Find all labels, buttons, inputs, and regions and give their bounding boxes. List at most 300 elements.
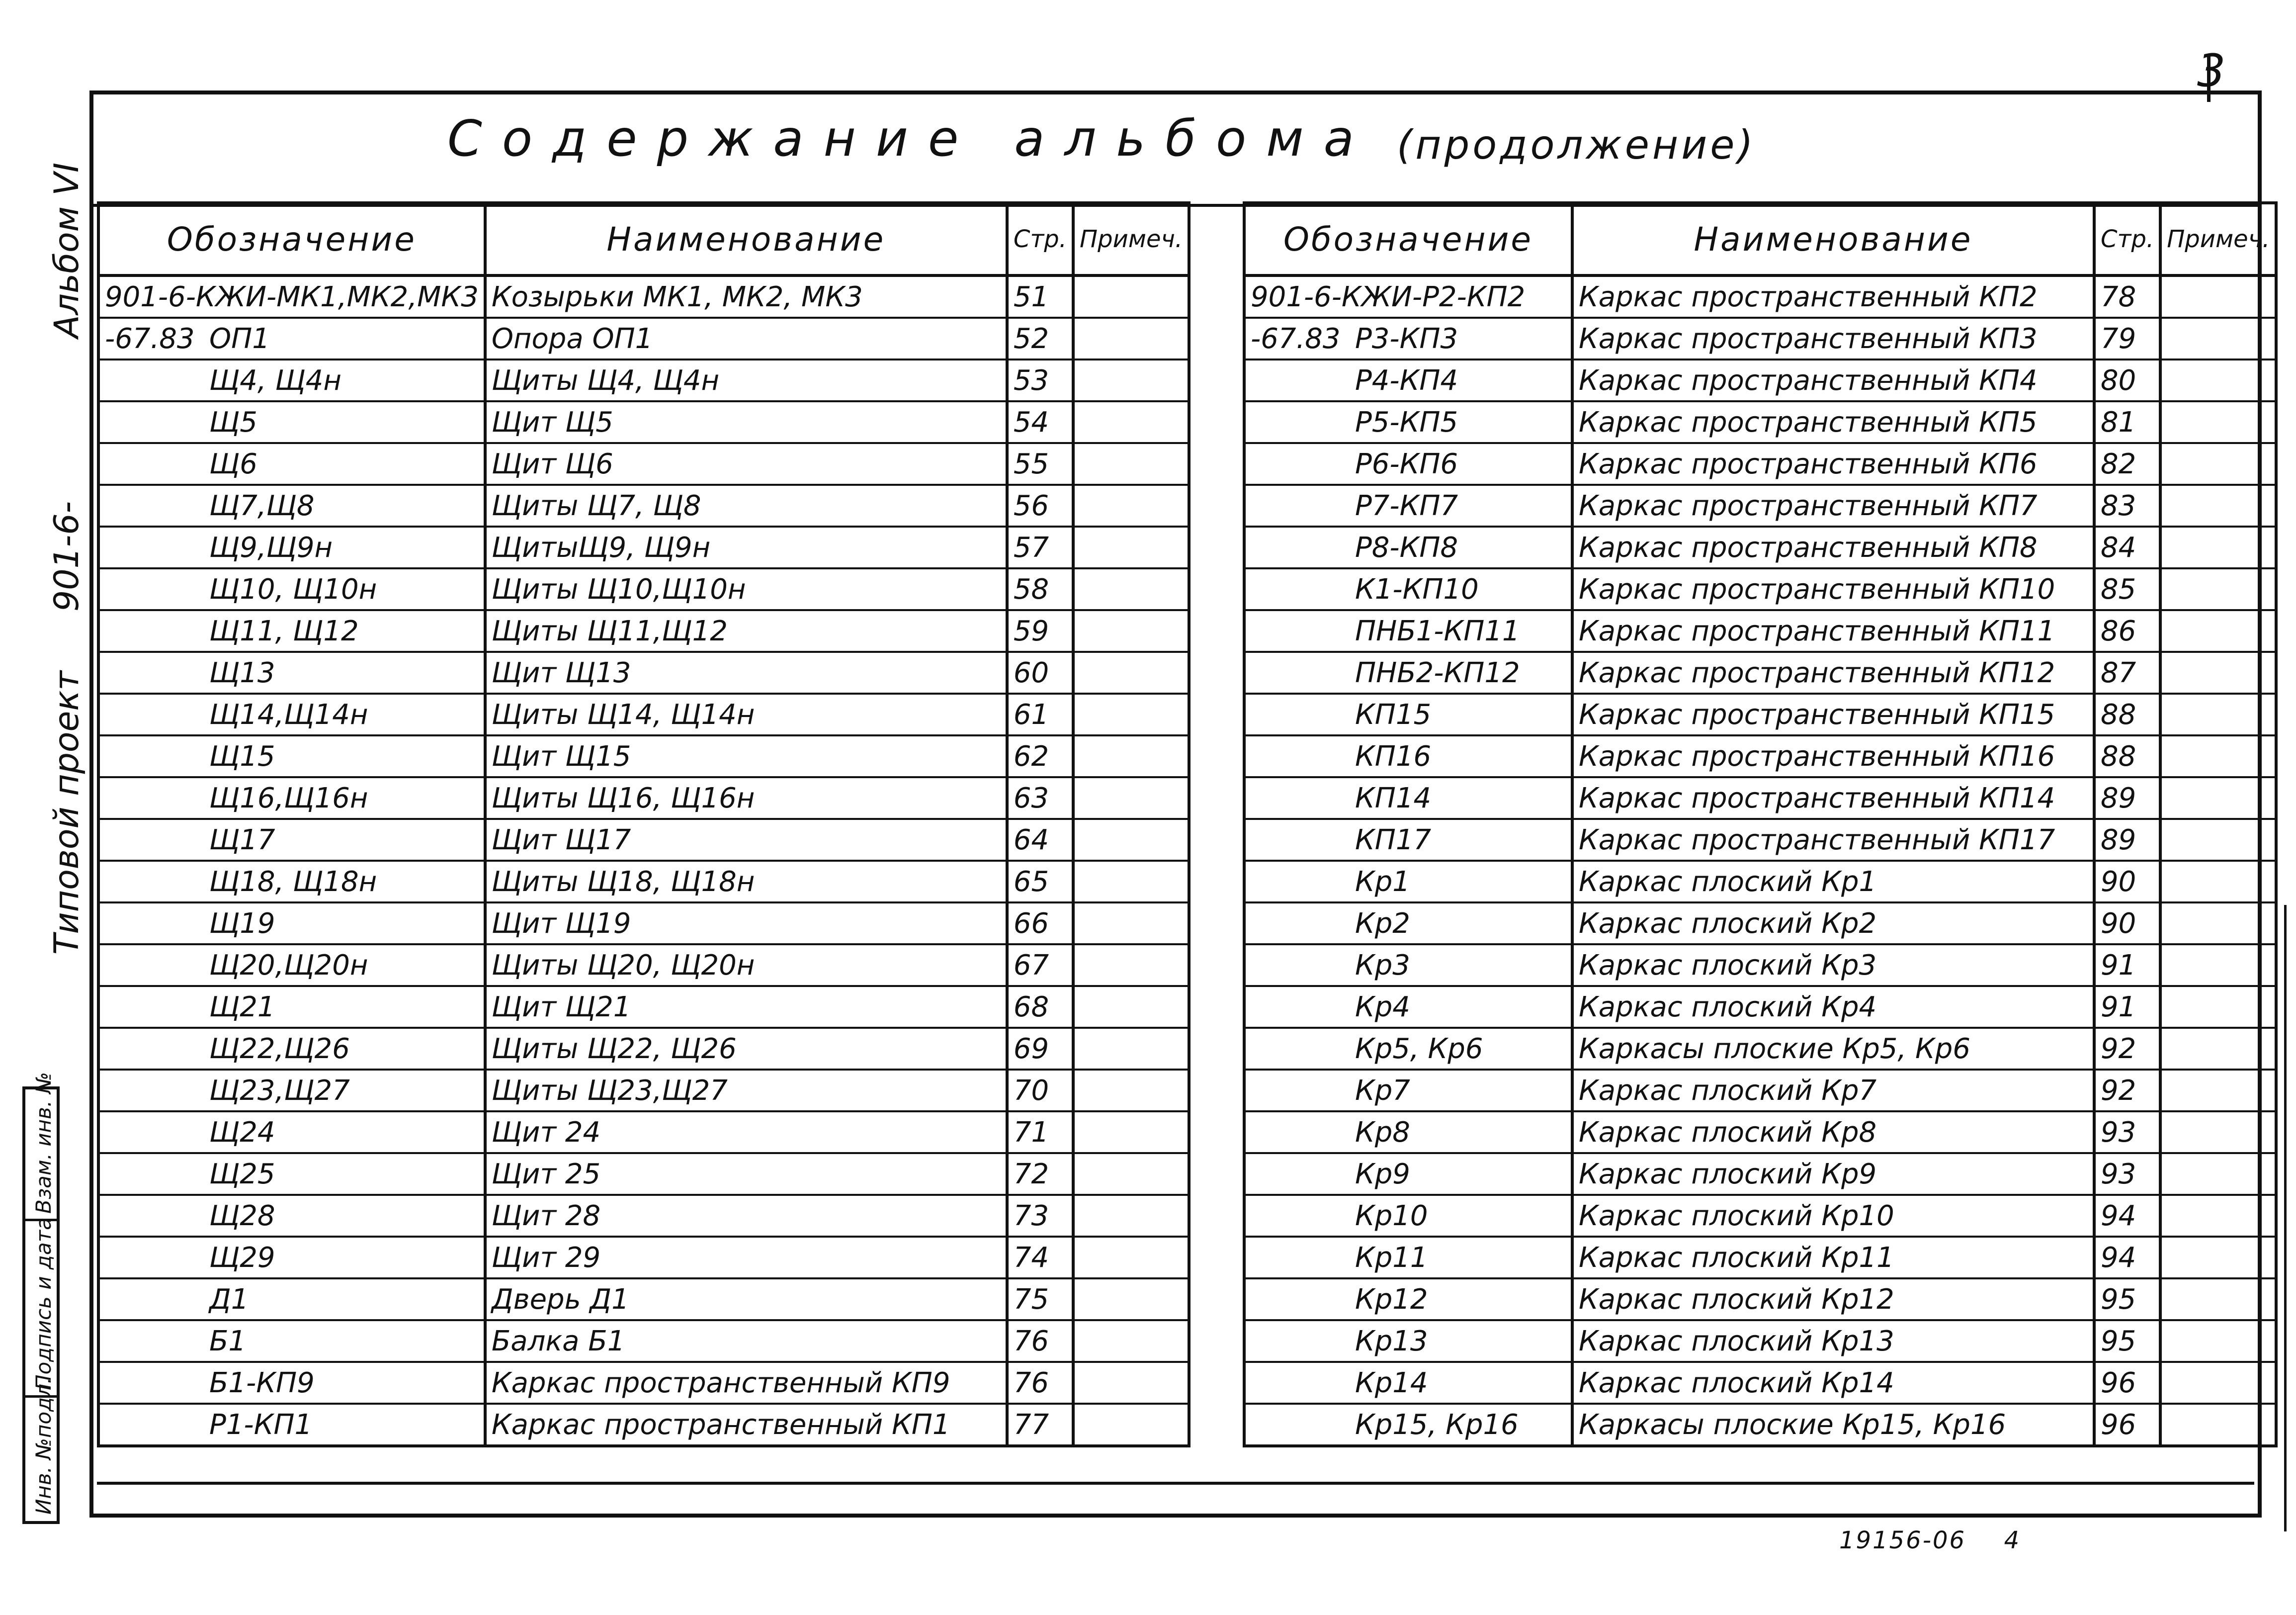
row-page: 54 <box>1007 401 1073 443</box>
row-note <box>1073 1111 1189 1153</box>
row-designation <box>98 986 485 1028</box>
table-row <box>98 1111 1189 1153</box>
stamp-cell-vzam <box>25 1072 57 1221</box>
row-name: Щит 25 <box>485 1153 1007 1195</box>
designation-code: Кр8 <box>1355 1116 1410 1149</box>
row-name: Каркас пространственный КП6 <box>1572 443 2094 485</box>
row-name: Каркас плоский Кр14 <box>1572 1362 2094 1404</box>
row-note <box>2160 652 2276 694</box>
row-note <box>2160 735 2276 777</box>
row-designation <box>1244 1362 1572 1404</box>
row-designation <box>98 610 485 652</box>
row-page: 75 <box>1007 1278 1073 1320</box>
row-designation <box>1244 359 1572 401</box>
table-row <box>98 777 1189 819</box>
table-row <box>1244 1404 2276 1446</box>
row-page: 96 <box>2094 1362 2160 1404</box>
designation-code: Кр13 <box>1355 1325 1428 1357</box>
designation-code: Р6-КП6 <box>1355 448 1458 480</box>
row-name: Щит Щ5 <box>485 401 1007 443</box>
row-note <box>2160 1195 2276 1237</box>
row-note <box>1073 694 1189 735</box>
designation-code: ОП1 <box>209 322 270 355</box>
row-name: Каркас плоский Кр11 <box>1572 1237 2094 1278</box>
table-row <box>1244 401 2276 443</box>
bottom-rule <box>97 1482 2254 1485</box>
table-row <box>98 1278 1189 1320</box>
row-note <box>2160 401 2276 443</box>
row-name: Щит Щ19 <box>485 902 1007 944</box>
row-name: Щиты Щ4, Щ4н <box>485 359 1007 401</box>
side-label-album: Альбом VI <box>47 162 86 338</box>
row-name: Каркас пространственный КП17 <box>1572 819 2094 861</box>
designation-code: Щ6 <box>209 448 257 480</box>
row-designation <box>98 1111 485 1153</box>
table-row <box>1244 1195 2276 1237</box>
column-header-page: Стр. <box>2094 203 2160 275</box>
row-note <box>1073 902 1189 944</box>
designation-code: Р8-КП8 <box>1355 531 1458 564</box>
column-header-note: Примеч. <box>1073 203 1189 275</box>
row-note <box>1073 443 1189 485</box>
table-row <box>1244 568 2276 610</box>
row-note <box>1073 1237 1189 1278</box>
row-designation <box>1244 401 1572 443</box>
table-row <box>1244 1278 2276 1320</box>
designation-code: КП15 <box>1355 698 1432 731</box>
row-designation <box>98 527 485 568</box>
table-row <box>98 1404 1189 1446</box>
row-page: 58 <box>1007 568 1073 610</box>
table-header-row <box>98 203 1189 275</box>
table-row <box>98 610 1189 652</box>
row-page: 91 <box>2094 944 2160 986</box>
designation-code: Р7-КП7 <box>1355 489 1458 522</box>
row-note <box>2160 902 2276 944</box>
row-designation <box>1244 1028 1572 1070</box>
page-number: 3 <box>2197 45 2226 97</box>
column-header-note: Примеч. <box>2160 203 2276 275</box>
table-row <box>1244 527 2276 568</box>
designation-code: Кр11 <box>1355 1241 1428 1274</box>
table-row <box>98 568 1189 610</box>
row-note <box>2160 1278 2276 1320</box>
row-page: 70 <box>1007 1070 1073 1111</box>
sheet-number: 4 <box>2004 1526 2021 1554</box>
designation-code: Щ21 <box>209 990 275 1023</box>
table-row <box>1244 861 2276 902</box>
table-row <box>98 902 1189 944</box>
row-page: 61 <box>1007 694 1073 735</box>
row-name: Щиты Щ7, Щ8 <box>485 485 1007 527</box>
row-note <box>2160 568 2276 610</box>
row-page: 95 <box>2094 1320 2160 1362</box>
row-note <box>2160 1362 2276 1404</box>
designation-code: КП14 <box>1355 782 1432 814</box>
table-row <box>98 275 1189 318</box>
designation-code: Щ9,Щ9н <box>209 531 333 564</box>
designation-code: Кр15, Кр16 <box>1355 1408 1519 1441</box>
row-page: 82 <box>2094 443 2160 485</box>
row-note <box>1073 1320 1189 1362</box>
row-name: Каркас пространственный КП12 <box>1572 652 2094 694</box>
designation-code: Щ28 <box>209 1199 275 1232</box>
row-name: Каркас пространственный КП1 <box>485 1404 1007 1446</box>
row-name: Каркас пространственный КП8 <box>1572 527 2094 568</box>
row-name: Каркас плоский Кр10 <box>1572 1195 2094 1237</box>
row-designation <box>1244 527 1572 568</box>
row-page: 94 <box>2094 1237 2160 1278</box>
row-note <box>2160 1070 2276 1111</box>
row-page: 90 <box>2094 861 2160 902</box>
row-designation <box>1244 861 1572 902</box>
table-row <box>1244 485 2276 527</box>
row-page: 60 <box>1007 652 1073 694</box>
row-designation <box>98 735 485 777</box>
table-row <box>1244 443 2276 485</box>
row-designation <box>1244 902 1572 944</box>
row-name: Каркас плоский Кр9 <box>1572 1153 2094 1195</box>
row-name: Щит Щ17 <box>485 819 1007 861</box>
table-row <box>98 735 1189 777</box>
contents-table-left <box>97 201 1191 1447</box>
row-name: Щиты Щ18, Щ18н <box>485 861 1007 902</box>
row-page: 74 <box>1007 1237 1073 1278</box>
designation-code: Щ10, Щ10н <box>209 573 377 606</box>
row-page: 51 <box>1007 275 1073 318</box>
designation-code: Кр12 <box>1355 1283 1428 1316</box>
row-page: 89 <box>2094 777 2160 819</box>
designation-code: КП17 <box>1355 823 1432 856</box>
row-designation <box>1244 777 1572 819</box>
approval-stamp <box>22 1072 60 1524</box>
table-row <box>98 527 1189 568</box>
right-edge-line <box>2284 905 2287 1531</box>
row-name: Каркас пространственный КП16 <box>1572 735 2094 777</box>
designation-code: Р5-КП5 <box>1355 406 1458 439</box>
row-page: 80 <box>2094 359 2160 401</box>
table-row <box>98 652 1189 694</box>
table-row <box>1244 1028 2276 1070</box>
row-name: Щит Щ13 <box>485 652 1007 694</box>
designation-code: Р4-КП4 <box>1355 364 1458 397</box>
row-name: Щиты Щ10,Щ10н <box>485 568 1007 610</box>
designation-prefix: 901-6-КЖИ-Р2-КП2 <box>1251 280 1526 313</box>
row-page: 89 <box>2094 819 2160 861</box>
table-row <box>98 986 1189 1028</box>
row-page: 93 <box>2094 1111 2160 1153</box>
row-designation <box>98 1028 485 1070</box>
row-page: 76 <box>1007 1362 1073 1404</box>
designation-prefix: 901-6-КЖИ-МК1,МК2,МК3 <box>105 280 479 313</box>
column-header-name: Наименование <box>1572 203 2094 275</box>
row-note <box>2160 1404 2276 1446</box>
row-designation <box>1244 1070 1572 1111</box>
row-note <box>2160 1111 2276 1153</box>
row-note <box>1073 819 1189 861</box>
row-designation <box>1244 1195 1572 1237</box>
table-row <box>98 1237 1189 1278</box>
row-page: 88 <box>2094 735 2160 777</box>
row-note <box>1073 1362 1189 1404</box>
row-name: Опора ОП1 <box>485 318 1007 359</box>
row-designation <box>1244 819 1572 861</box>
row-note <box>2160 527 2276 568</box>
stamp-cell-sign <box>25 1217 57 1398</box>
row-name: Щиты Щ20, Щ20н <box>485 944 1007 986</box>
row-note <box>1073 527 1189 568</box>
row-page: 72 <box>1007 1153 1073 1195</box>
table-row <box>1244 819 2276 861</box>
designation-code: Кр10 <box>1355 1199 1428 1232</box>
row-designation <box>98 1404 485 1446</box>
table-row <box>98 318 1189 359</box>
table-row <box>1244 1237 2276 1278</box>
row-designation <box>98 1070 485 1111</box>
row-designation <box>1244 1237 1572 1278</box>
row-page: 86 <box>2094 610 2160 652</box>
designation-code: Д1 <box>209 1283 249 1316</box>
row-name: Каркас пространственный КП5 <box>1572 401 2094 443</box>
row-page: 68 <box>1007 986 1073 1028</box>
row-name: Дверь Д1 <box>485 1278 1007 1320</box>
row-page: 81 <box>2094 401 2160 443</box>
row-name: Каркас пространственный КП9 <box>485 1362 1007 1404</box>
contents-rows-right <box>1244 275 2276 1446</box>
row-designation <box>98 318 485 359</box>
row-page: 87 <box>2094 652 2160 694</box>
row-page: 92 <box>2094 1070 2160 1111</box>
designation-code: Р3-КП3 <box>1355 322 1458 355</box>
row-note <box>2160 1028 2276 1070</box>
row-designation <box>98 1195 485 1237</box>
row-note <box>2160 485 2276 527</box>
designation-code: Кр2 <box>1355 907 1410 940</box>
row-page: 83 <box>2094 485 2160 527</box>
row-page: 59 <box>1007 610 1073 652</box>
row-designation <box>1244 652 1572 694</box>
row-page: 85 <box>2094 568 2160 610</box>
row-name: Каркас плоский Кр1 <box>1572 861 2094 902</box>
row-designation <box>98 1237 485 1278</box>
row-page: 63 <box>1007 777 1073 819</box>
row-designation <box>98 861 485 902</box>
table-row <box>98 819 1189 861</box>
row-designation <box>98 1153 485 1195</box>
row-designation <box>1244 1278 1572 1320</box>
row-note <box>2160 1153 2276 1195</box>
row-name: Каркас пространственный КП3 <box>1572 318 2094 359</box>
stamp-vzam-label: Взам. инв. № <box>31 1072 56 1214</box>
table-row <box>1244 1320 2276 1362</box>
row-page: 92 <box>2094 1028 2160 1070</box>
table-row <box>1244 1153 2276 1195</box>
row-name: Каркас пространственный КП4 <box>1572 359 2094 401</box>
designation-prefix: -67.83 <box>1251 322 1341 355</box>
table-row <box>98 694 1189 735</box>
table-row <box>98 861 1189 902</box>
table-row <box>98 1362 1189 1404</box>
designation-code: Щ23,Щ27 <box>209 1074 350 1107</box>
table-row <box>1244 1111 2276 1153</box>
row-designation <box>1244 275 1572 318</box>
row-page: 55 <box>1007 443 1073 485</box>
row-designation <box>98 568 485 610</box>
designation-code: Кр5, Кр6 <box>1355 1032 1483 1065</box>
row-page: 94 <box>2094 1195 2160 1237</box>
table-row <box>1244 944 2276 986</box>
row-note <box>2160 443 2276 485</box>
row-designation <box>98 902 485 944</box>
row-name: Каркас плоский Кр3 <box>1572 944 2094 986</box>
table-row <box>1244 902 2276 944</box>
row-name: Балка Б1 <box>485 1320 1007 1362</box>
designation-code: Щ14,Щ14н <box>209 698 368 731</box>
row-note <box>1073 485 1189 527</box>
row-name: Каркас плоский Кр2 <box>1572 902 2094 944</box>
row-page: 53 <box>1007 359 1073 401</box>
row-page: 84 <box>2094 527 2160 568</box>
designation-code: Кр4 <box>1355 990 1410 1023</box>
table-row <box>98 1195 1189 1237</box>
row-name: Каркас пространственный КП10 <box>1572 568 2094 610</box>
table-row <box>1244 986 2276 1028</box>
designation-code: Щ4, Щ4н <box>209 364 341 397</box>
row-designation <box>1244 443 1572 485</box>
row-page: 65 <box>1007 861 1073 902</box>
row-name: ЩитыЩ9, Щ9н <box>485 527 1007 568</box>
row-name: Каркас плоский Кр12 <box>1572 1278 2094 1320</box>
row-note <box>1073 735 1189 777</box>
row-name: Щит Щ15 <box>485 735 1007 777</box>
row-designation <box>98 944 485 986</box>
table-row <box>98 485 1189 527</box>
row-page: 95 <box>2094 1278 2160 1320</box>
row-page: 77 <box>1007 1404 1073 1446</box>
row-designation <box>98 819 485 861</box>
stamp-inv-label: Инв. №подл. <box>31 1377 56 1515</box>
row-note <box>1073 1278 1189 1320</box>
row-name: Щит 24 <box>485 1111 1007 1153</box>
table-row <box>98 944 1189 986</box>
row-note <box>2160 610 2276 652</box>
row-page: 71 <box>1007 1111 1073 1153</box>
row-note <box>1073 318 1189 359</box>
table-row <box>98 401 1189 443</box>
row-note <box>1073 777 1189 819</box>
row-note <box>1073 359 1189 401</box>
row-note <box>2160 1320 2276 1362</box>
designation-code: Щ17 <box>209 823 275 856</box>
row-name: Щит 28 <box>485 1195 1007 1237</box>
table-row <box>98 1028 1189 1070</box>
row-page: 91 <box>2094 986 2160 1028</box>
row-note <box>2160 861 2276 902</box>
designation-code: Б1 <box>209 1325 247 1357</box>
designation-code: Щ20,Щ20н <box>209 949 368 982</box>
row-name: Каркас пространственный КП2 <box>1572 275 2094 318</box>
row-designation <box>98 443 485 485</box>
row-designation <box>1244 1111 1572 1153</box>
table-row <box>1244 318 2276 359</box>
row-page: 90 <box>2094 902 2160 944</box>
designation-code: Щ7,Щ8 <box>209 489 315 522</box>
row-page: 79 <box>2094 318 2160 359</box>
row-name: Каркас плоский Кр8 <box>1572 1111 2094 1153</box>
table-row <box>1244 1362 2276 1404</box>
row-designation <box>98 1320 485 1362</box>
row-name: Каркас плоский Кр4 <box>1572 986 2094 1028</box>
row-note <box>1073 652 1189 694</box>
row-name: Щит Щ21 <box>485 986 1007 1028</box>
column-header-code: Обозначение <box>1244 203 1572 275</box>
row-note <box>1073 610 1189 652</box>
row-note <box>2160 1237 2276 1278</box>
row-designation <box>1244 318 1572 359</box>
row-page: 96 <box>2094 1404 2160 1446</box>
designation-code: Кр9 <box>1355 1158 1410 1190</box>
page-title-continuation: (продолжение) <box>1397 122 1756 168</box>
contents-table-right <box>1243 201 2278 1447</box>
row-page: 73 <box>1007 1195 1073 1237</box>
row-note <box>1073 1195 1189 1237</box>
row-designation <box>1244 944 1572 986</box>
designation-code: Щ25 <box>209 1158 275 1190</box>
designation-code: Щ11, Щ12 <box>209 615 359 647</box>
column-header-page: Стр. <box>1007 203 1073 275</box>
stamp-sign-label: Подпись и дата <box>31 1217 56 1390</box>
row-designation <box>1244 735 1572 777</box>
row-page: 56 <box>1007 485 1073 527</box>
table-row <box>98 1153 1189 1195</box>
row-name: Каркас пространственный КП15 <box>1572 694 2094 735</box>
designation-code: К1-КП10 <box>1355 573 1479 606</box>
row-designation <box>98 401 485 443</box>
contents-rows-left <box>98 275 1189 1446</box>
row-note <box>1073 861 1189 902</box>
designation-code: ПНБ1-КП11 <box>1355 615 1520 647</box>
table-row <box>1244 359 2276 401</box>
row-designation <box>98 485 485 527</box>
row-note <box>1073 1070 1189 1111</box>
row-page: 88 <box>2094 694 2160 735</box>
row-page: 64 <box>1007 819 1073 861</box>
row-page: 78 <box>2094 275 2160 318</box>
table-row <box>1244 1070 2276 1111</box>
row-name: Каркас плоский Кр7 <box>1572 1070 2094 1111</box>
row-note <box>2160 777 2276 819</box>
designation-code: Щ18, Щ18н <box>209 865 377 898</box>
designation-code: Щ13 <box>209 656 275 689</box>
row-note <box>2160 819 2276 861</box>
designation-code: Кр14 <box>1355 1366 1428 1399</box>
table-row <box>1244 694 2276 735</box>
row-name: Щит 29 <box>485 1237 1007 1278</box>
column-header-code: Обозначение <box>98 203 485 275</box>
row-note <box>1073 275 1189 318</box>
row-page: 52 <box>1007 318 1073 359</box>
row-page: 62 <box>1007 735 1073 777</box>
row-name: Каркасы плоские Кр5, Кр6 <box>1572 1028 2094 1070</box>
designation-code: Кр1 <box>1355 865 1410 898</box>
row-note <box>2160 318 2276 359</box>
designation-code: ПНБ2-КП12 <box>1355 656 1520 689</box>
row-name: Каркас пространственный КП7 <box>1572 485 2094 527</box>
row-designation <box>98 1278 485 1320</box>
designation-code: Щ16,Щ16н <box>209 782 368 814</box>
row-designation <box>1244 1320 1572 1362</box>
designation-code: Щ22,Щ26 <box>209 1032 350 1065</box>
